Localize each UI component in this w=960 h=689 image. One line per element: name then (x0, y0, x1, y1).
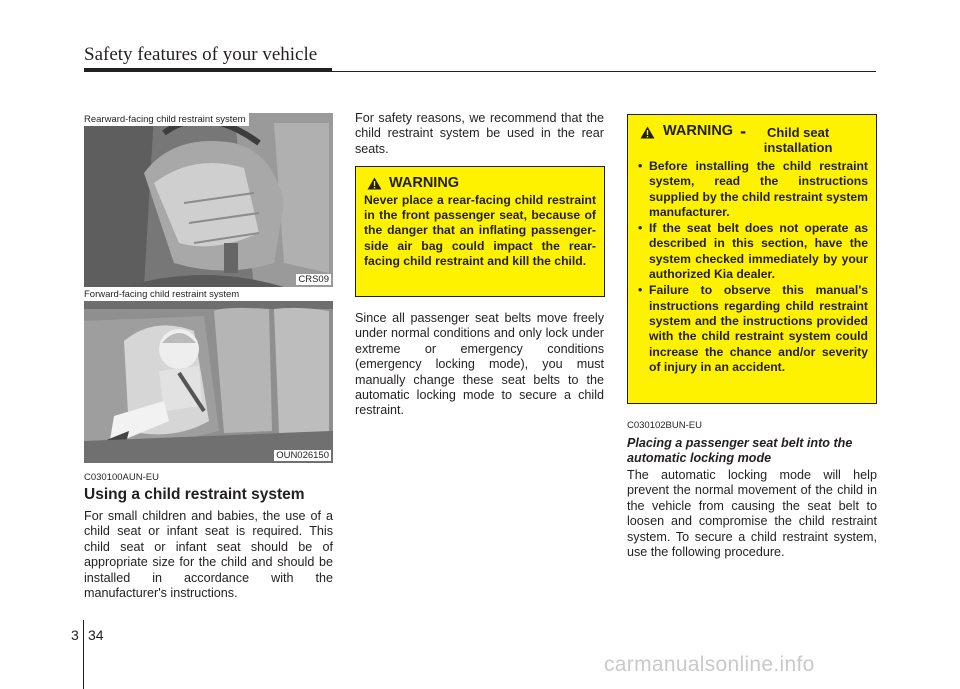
right-body-paragraph: The automatic locking mode will help prevent the normal movement of the child in the vehicle from causing the seat belt to loosen and compromise the child restraint system. To secure a child restraint system, use the following procedure. (627, 468, 877, 560)
page-header-title: Safety features of your vehicle (84, 44, 318, 65)
section-heading: Using a child restraint system (84, 486, 305, 503)
warning-text: Never place a rear-facing child restraint in the front passenger seat, because of the danger that an inflating passenger-side air bag could impact the rear-facing child restraint and kill the child. (364, 193, 596, 268)
page-number: 34 (88, 627, 104, 643)
footer-divider (83, 620, 84, 689)
warning-title: WARNING (389, 175, 460, 191)
subsection-code: C030102BUN-EU (627, 420, 702, 431)
warning-header (367, 175, 596, 191)
forward-facing-caption: Forward-facing child restraint system (84, 289, 240, 300)
watermark: carmanualsonline.info (604, 653, 815, 676)
warning-list-item: • If the seat belt does not operate as described in this section, have the system checked immediately by your authorized Kia dealer. (638, 221, 868, 282)
warning-list-item: • Failure to observe this manual's instructions regarding child restraint system and the instructions provided with the child restraint system could increase the chance and/or severity of injury in an accident. (638, 283, 868, 375)
section-code: C030100AUN-EU (84, 472, 159, 483)
warning-header (640, 123, 868, 155)
warning-title: WARNING (663, 123, 734, 139)
forward-image-code: OUN026150 (276, 450, 329, 461)
middle-body-paragraph: Since all passenger seat belts move freely under normal conditions and only lock under extreme or emergency conditions (emergency locking mode), you must manually change these seat belts to the automatic locking mode to secure a child restraint. (355, 311, 604, 418)
left-body-paragraph: For small children and babies, the use of a child seat or infant seat is required. This child seat or infant seat should be of appropriate size for the child and should be installed in accordance with the manufacturer's instructions. (84, 509, 333, 601)
rear-facing-caption: Rearward-facing child restraint system (84, 113, 249, 126)
warning-list-item: • Before installing the child restraint system, read the instructions supplied by the child restraint system manufacturer. (638, 159, 868, 220)
middle-intro-paragraph: For safety reasons, we recommend that the child restraint system be used in the rear seats. (355, 111, 604, 156)
warning-list (638, 159, 868, 375)
forward-facing-seat-illustration (84, 301, 333, 463)
rear-image-code: CRS09 (298, 274, 329, 285)
front-seat-warning-box (355, 166, 605, 297)
rear-facing-seat-illustration (84, 113, 333, 287)
forward-facing-child-seat-photo (84, 301, 333, 463)
rear-facing-child-seat-photo (84, 113, 333, 287)
subsection-heading: Placing a passenger seat belt into the automatic locking mode (627, 436, 853, 465)
warning-triangle-icon (640, 126, 655, 139)
chapter-number: 3 (71, 627, 79, 643)
warning-title-dash: - (740, 121, 747, 141)
child-seat-installation-warning-box (627, 114, 877, 404)
header-rule (84, 71, 876, 72)
warning-triangle-icon (367, 177, 382, 190)
warning-subtitle: Child seat installation (763, 125, 833, 155)
